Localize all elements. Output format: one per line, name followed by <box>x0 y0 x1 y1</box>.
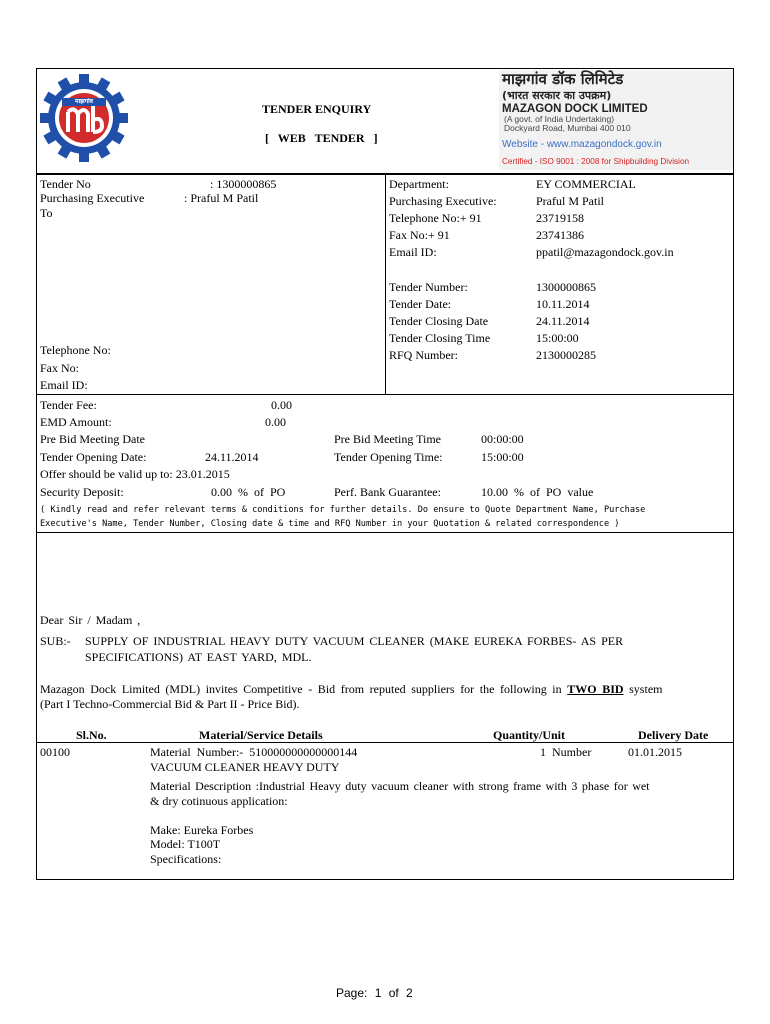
executive-value: Praful M Patil <box>536 194 604 208</box>
tender-date-value: 10.11.2014 <box>536 297 590 311</box>
row-description-line2: & dry cotinuous application: <box>150 794 288 808</box>
fax-right-label: Fax No:+ 91 <box>389 228 450 242</box>
to-label: To <box>40 206 53 220</box>
executive-label: Purchasing Executive: <box>389 194 497 208</box>
closing-date-label: Tender Closing Date <box>389 314 489 328</box>
company-govt: (A govt. of India Undertaking) <box>504 114 615 124</box>
logo-text: माझगांव <box>75 98 93 105</box>
opening-date-value: 24.11.2014 <box>205 450 259 464</box>
email-right-label: Email ID: <box>389 245 437 259</box>
telephone-label: Telephone No: <box>40 343 111 357</box>
row-quantity: 1 Number <box>540 745 592 759</box>
company-name: MAZAGON DOCK LIMITED <box>502 103 648 115</box>
col-header-delivery: Delivery Date <box>638 728 709 742</box>
company-website[interactable]: Website - www.mazagondock.gov.in <box>502 139 662 150</box>
row-description-line1: Material Description :Industrial Heavy duty vacuum cleaner with strong frame with 3 phase for wet <box>150 779 650 793</box>
row-make: Make: Eureka Forbes <box>150 823 254 837</box>
contact-left-box <box>36 174 386 395</box>
iso-certified: Certified - ISO 9001 : 2008 for Shipbuilding Division <box>502 157 690 166</box>
opening-time-label: Tender Opening Time: <box>334 450 443 464</box>
tender-fee-value: 0.00 <box>271 398 292 412</box>
company-address: Dockyard Road, Mumbai 400 010 <box>504 123 631 133</box>
tender-no-value: : 1300000865 <box>210 177 277 191</box>
company-hindi-sub: (भारत सरकार का उपक्रम) <box>502 89 612 102</box>
department-label: Department: <box>389 177 449 191</box>
table-header-line <box>36 742 734 743</box>
invitation-text: Mazagon Dock Limited (MDL) invites Competitive - Bid from reputed suppliers for the following in <box>40 682 562 696</box>
fax-right-value: 23741386 <box>536 228 584 242</box>
offer-validity: Offer should be valid up to: 23.01.2015 <box>40 467 230 481</box>
invitation-system: system <box>629 682 663 696</box>
subject-label: SUB:- <box>40 634 71 648</box>
fax-label: Fax No: <box>40 361 79 375</box>
closing-time-value: 15:00:00 <box>536 331 579 345</box>
row-slno: 00100 <box>40 745 70 759</box>
telephone-right-label: Telephone No:+ 91 <box>389 211 482 225</box>
department-value: EY COMMERCIAL <box>536 177 636 191</box>
invitation-line2: (Part I Techno-Commercial Bid & Part II - Price Bid). <box>40 697 300 711</box>
page-number: Page: 1 of 2 <box>336 986 413 1000</box>
company-hindi: माझगांव डॉक लिमिटेड <box>502 70 624 88</box>
terms-note-line2: Executive's Name, Tender Number, Closing date & time and RFQ Number in your Quotation & related correspondence ) <box>40 519 620 529</box>
col-header-slno: Sl.No. <box>76 728 107 742</box>
purchasing-executive-value: : Praful M Patil <box>184 191 259 205</box>
row-delivery: 01.01.2015 <box>628 745 682 759</box>
tender-number-label: Tender Number: <box>389 280 468 294</box>
closing-date-value: 24.11.2014 <box>536 314 590 328</box>
email-right-value[interactable]: ppatil@mazagondock.gov.in <box>536 245 674 259</box>
row-material-name: VACUUM CLEANER HEAVY DUTY <box>150 760 340 774</box>
emd-value: 0.00 <box>265 415 286 429</box>
subject-line2: SPECIFICATIONS) AT EAST YARD, MDL. <box>85 650 312 664</box>
terms-note-line1: ( Kindly read and refer relevant terms & conditions for further details. Do ensure to Quote Department Name, Purchase <box>40 505 646 515</box>
salutation: Dear Sir / Madam , <box>40 613 141 627</box>
tender-fee-label: Tender Fee: <box>40 398 97 412</box>
rfq-number-label: RFQ Number: <box>389 348 458 362</box>
perf-guarantee-label: Perf. Bank Guarantee: <box>334 485 441 499</box>
col-header-material: Material/Service Details <box>199 728 323 742</box>
col-header-quantity: Quantity/Unit <box>493 728 566 742</box>
document-title: TENDER ENQUIRY <box>262 102 372 116</box>
document-subtitle: [ WEB TENDER ] <box>265 131 378 145</box>
closing-time-label: Tender Closing Time <box>389 331 491 345</box>
security-deposit-label: Security Deposit: <box>40 485 124 499</box>
row-material-number: Material Number:- 510000000000000144 <box>150 745 358 759</box>
prebid-time-value: 00:00:00 <box>481 432 524 446</box>
prebid-time-label: Pre Bid Meeting Time <box>334 432 442 446</box>
telephone-right-value: 23719158 <box>536 211 584 225</box>
email-label: Email ID: <box>40 378 88 392</box>
tender-date-label: Tender Date: <box>389 297 452 311</box>
mdl-logo <box>40 72 128 170</box>
rfq-number-value: 2130000285 <box>536 348 596 362</box>
security-deposit-value: 0.00 % of PO <box>211 485 286 499</box>
tender-no-label: Tender No <box>40 177 91 191</box>
row-specifications: Specifications: <box>150 852 222 866</box>
emd-label: EMD Amount: <box>40 415 112 429</box>
perf-guarantee-value: 10.00 % of PO value <box>481 485 594 499</box>
tender-number-value: 1300000865 <box>536 280 596 294</box>
invitation-line1 <box>40 682 662 696</box>
row-model: Model: T100T <box>150 837 221 851</box>
purchasing-executive-label: Purchasing Executive <box>40 191 145 205</box>
subject-line1: SUPPLY OF INDUSTRIAL HEAVY DUTY VACUUM CLEANER (MAKE EUREKA FORBES- AS PER <box>85 634 624 648</box>
opening-time-value: 15:00:00 <box>481 450 524 464</box>
two-bid-text: TWO BID <box>567 682 624 696</box>
prebid-date-label: Pre Bid Meeting Date <box>40 432 145 446</box>
opening-date-label: Tender Opening Date: <box>40 450 147 464</box>
